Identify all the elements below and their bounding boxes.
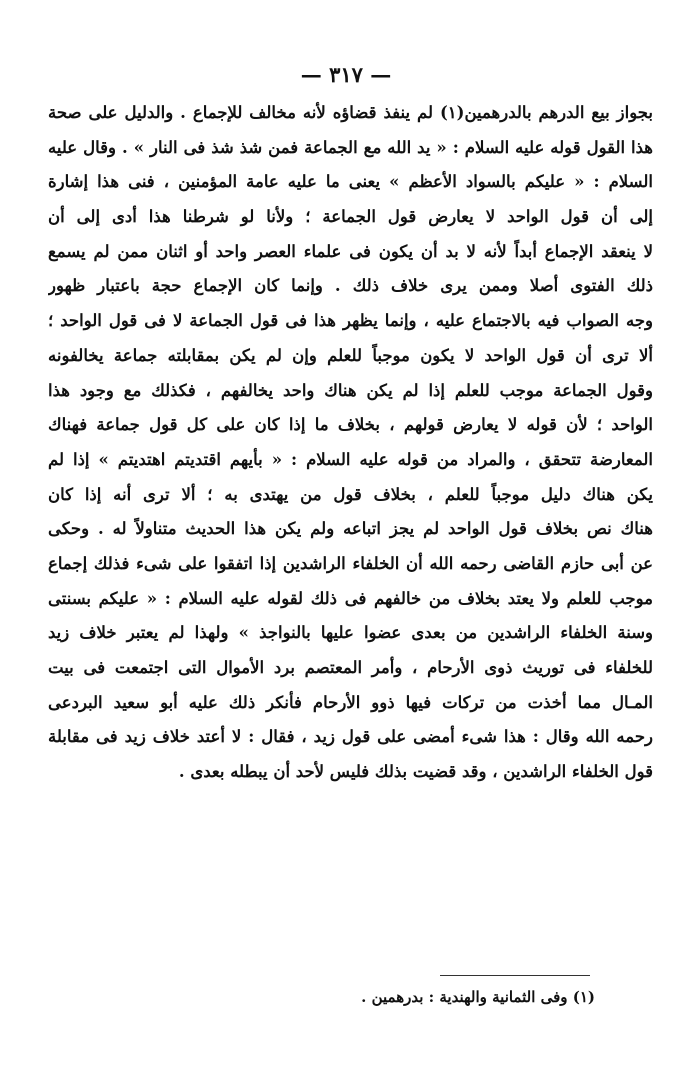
text-line-last: قول الخلفاء الراشدين ، وقد قضيت بذلك فليس لأحد أن يبطله بعدى . <box>178 762 653 782</box>
text-line: للخلفاء فى توريث ذوى الأرحام ، وأمر المعتصم برد الأموال التى اجتمعت فى بيت <box>48 658 653 677</box>
page-number: — ٣١٧ — <box>300 62 392 87</box>
text-line: وجه الصواب فيه بالاجتماع عليه ، وإنما يظهر هذا فى قول الجماعة لا فى قول الواحد ؛ <box>48 311 653 331</box>
text-line: لا ينعقد الإجماع أبداً لأنه لا بد أن يكون فى علماء العصر واحد أو اثنان ممن لم يسمع <box>48 241 653 261</box>
footnote: (١) وفى الثمانية والهندية : بدرهمين . <box>361 988 595 1006</box>
text-line: ذلك الفتوى أصلا وممن يرى خلاف ذلك . وإنما كان الإجماع حجة باعتبار ظهور <box>48 276 653 296</box>
text-line: بجواز بيع الدرهم بالدرهمين(١) لم ينفذ قضاؤه لأنه مخالف للإجماع . والدليل على صحة <box>48 103 653 122</box>
text-line: وسنة الخلفاء الراشدين من بعدى عضوا عليها بالنواجذ » ولهذا لم يعتبر خلاف زيد <box>48 623 653 643</box>
text-line: المعارضة تتحقق ، والمراد من قوله عليه السلام : « بأيهم اقتديتم اهتديتم » إذا لم <box>48 449 653 469</box>
main-text-block <box>48 96 653 790</box>
text-line: هناك نص بخلاف قول الواحد لم يجز اتباعه ولم يكن هذا الحديث متناولاً له . وحكى <box>48 519 653 539</box>
text-line: الواحد ؛ لأن قوله لا يعارض قولهم ، بخلاف ما إذا كان على كل قول جماعة فهناك <box>48 415 653 435</box>
text-line: موجب للعلم ولا يعتد بخلاف من خالفهم فى ذلك لقوله عليه السلام : « عليكم بسنتى <box>48 588 653 608</box>
text-line: المـال مما أخذت من تركات فيها ذوو الأرحام فأنكر ذلك عليه أبو سعيد البردعى <box>48 692 653 712</box>
text-line: يكن هناك دليل موجباً للعلم ، بخلاف قول من يهتدى به ؛ ألا ترى أنه إذا كان <box>48 484 653 504</box>
text-line: رحمه الله وقال : هذا شىء أمضى على قول زيد ، فقال : لا أعتد خلاف زيد فى مقابلة <box>48 727 653 747</box>
text-line: السلام : « عليكم بالسواد الأعظم » يعنى ما عليه عامة المؤمنين ، فنى هذا إشارة <box>48 172 653 192</box>
footnote-divider <box>440 975 590 976</box>
text-line: ألا ترى أن قول الواحد لا يكون موجباً للعلم وإن لم يكن بمقابلته جماعة يخالفونه <box>48 345 653 365</box>
text-line: إلى أن قول الواحد لا يعارض قول الجماعة ؛ ولأنا لو شرطنا هذا أدى إلى أن <box>48 207 653 227</box>
text-line: عن أبى حازم القاضى رحمه الله أن الخلفاء الراشدين إذا اتفقوا على شىء فذلك إجماع <box>48 553 653 573</box>
text-line: هذا القول قوله عليه السلام : « يد الله مع الجماعة فمن شذ شذ فى النار » . وقال عليه <box>48 137 653 157</box>
text-line: وقول الجماعة موجب للعلم إذا لم يكن هناك واحد يخالفهم ، فكذلك مع وجود هذا <box>48 380 653 400</box>
